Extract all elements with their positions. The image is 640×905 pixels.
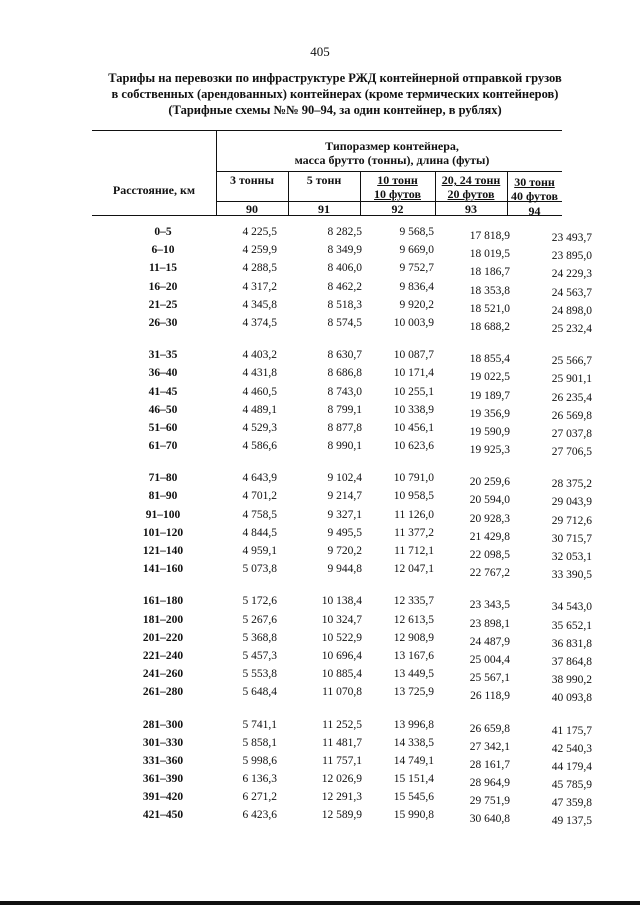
tariff-93-cell: 18 353,8 bbox=[469, 284, 510, 297]
tariff-91-cell: 9 720,2 bbox=[327, 545, 362, 557]
tariff-93-cell: 25 004,4 bbox=[469, 653, 510, 666]
tariff-91-cell: 9 327,1 bbox=[327, 508, 362, 521]
row-group bbox=[92, 349, 592, 459]
tariff-90-cell: 5 267,6 bbox=[242, 613, 277, 626]
tariff-93-cell: 20 259,6 bbox=[469, 476, 510, 489]
title-line-3: (Тарифные схемы №№ 90–94, за один контейнер, в рублях) bbox=[168, 103, 502, 117]
tariff-90-cell: 4 586,6 bbox=[242, 440, 277, 453]
tariff-93-cell: 28 161,7 bbox=[469, 758, 510, 771]
tariff-94-cell: 49 137,5 bbox=[551, 815, 592, 828]
distance-cell: 391–420 bbox=[142, 791, 184, 804]
tariff-93-cell: 29 751,9 bbox=[469, 795, 510, 808]
tariff-93-cell: 20 594,0 bbox=[469, 494, 510, 507]
distance-cell: 91–100 bbox=[145, 508, 181, 521]
tariff-91-cell: 10 696,4 bbox=[321, 649, 362, 662]
tariff-93-cell: 24 487,9 bbox=[469, 635, 510, 648]
tariff-92-cell: 12 335,7 bbox=[393, 595, 434, 608]
tariff-92-cell: 12 908,9 bbox=[393, 631, 434, 644]
tariff-94-cell: 32 053,1 bbox=[551, 551, 592, 563]
tariff-92-cell: 9 920,2 bbox=[399, 298, 434, 311]
tariff-94-cell: 23 493,7 bbox=[551, 232, 592, 244]
table-row bbox=[92, 316, 592, 335]
tariff-90-cell: 4 374,5 bbox=[242, 316, 277, 329]
tariff-94-cell: 27 037,8 bbox=[551, 427, 592, 440]
tariff-91-cell: 8 877,8 bbox=[327, 421, 362, 434]
tariff-90-cell: 4 288,5 bbox=[242, 262, 277, 275]
table-row bbox=[92, 736, 592, 755]
tariff-90-cell: 4 460,5 bbox=[242, 385, 277, 398]
tariff-91-cell: 11 252,5 bbox=[322, 718, 362, 731]
tariff-93-cell: 19 356,9 bbox=[469, 407, 510, 420]
distance-cell: 81–90 bbox=[148, 490, 178, 503]
size-span-line-1: Типоразмер контейнера, bbox=[325, 139, 459, 153]
tariff-93-cell: 18 019,5 bbox=[469, 248, 510, 261]
scheme-92: 92 bbox=[391, 202, 404, 216]
tariff-92-cell: 15 545,6 bbox=[393, 791, 434, 804]
col-91-line1: 5 тонн bbox=[306, 173, 342, 187]
col-90-line1: 3 тонны bbox=[230, 173, 274, 187]
tariff-93-cell: 25 567,1 bbox=[469, 672, 510, 685]
tariff-93-cell: 19 189,7 bbox=[469, 389, 510, 402]
table-row bbox=[92, 791, 592, 810]
tariff-94-cell: 25 901,1 bbox=[551, 373, 592, 386]
tariff-92-cell: 9 752,7 bbox=[399, 262, 434, 275]
tariff-92-cell: 9 568,5 bbox=[399, 226, 434, 238]
tariff-92-cell: 11 126,0 bbox=[394, 508, 434, 521]
col-header-90 bbox=[216, 173, 288, 187]
distance-cell: 101–120 bbox=[142, 526, 184, 539]
document-title bbox=[90, 70, 580, 118]
tariff-90-cell: 5 368,8 bbox=[242, 631, 277, 644]
table-row bbox=[92, 668, 592, 687]
tariff-94-cell: 40 093,8 bbox=[551, 692, 592, 705]
tariff-92-cell: 9 836,4 bbox=[399, 280, 434, 293]
distance-cell: 421–450 bbox=[142, 809, 184, 822]
table-header bbox=[92, 130, 562, 216]
table-row bbox=[92, 440, 592, 459]
tariff-93-cell: 18 688,2 bbox=[469, 320, 510, 333]
distance-cell: 161–180 bbox=[142, 595, 184, 608]
table-row bbox=[92, 385, 592, 404]
table-row bbox=[92, 349, 592, 368]
tariff-94-cell: 26 569,8 bbox=[551, 409, 592, 422]
col-header-91 bbox=[288, 173, 360, 187]
tariff-91-cell: 8 406,0 bbox=[327, 262, 362, 275]
tariff-91-cell: 11 070,8 bbox=[322, 686, 362, 699]
tariff-90-cell: 5 648,4 bbox=[242, 686, 277, 699]
tariff-93-cell: 18 186,7 bbox=[469, 266, 510, 279]
tariff-91-cell: 10 324,7 bbox=[321, 613, 362, 626]
distance-cell: 61–70 bbox=[148, 440, 178, 453]
tariff-90-cell: 5 172,6 bbox=[242, 595, 277, 608]
tariff-94-cell: 36 831,8 bbox=[551, 637, 592, 650]
tariff-92-cell: 10 456,1 bbox=[393, 421, 434, 434]
distance-cell: 71–80 bbox=[148, 472, 178, 485]
tariff-92-cell: 10 958,5 bbox=[393, 490, 434, 503]
tariff-94-cell: 24 229,3 bbox=[551, 268, 592, 281]
distance-cell: 6–10 bbox=[151, 244, 175, 257]
tariff-90-cell: 4 345,8 bbox=[242, 298, 277, 311]
size-span-header bbox=[222, 139, 562, 167]
col-94-line2: 40 футов bbox=[511, 189, 558, 203]
table-row bbox=[92, 545, 592, 563]
tariff-92-cell: 11 712,1 bbox=[394, 545, 434, 557]
tariff-90-cell: 5 741,1 bbox=[242, 718, 277, 731]
distance-cell: 26–30 bbox=[148, 316, 178, 329]
tariff-94-cell: 42 540,3 bbox=[551, 742, 592, 755]
tariff-94-cell: 24 898,0 bbox=[551, 304, 592, 317]
tariff-92-cell: 13 996,8 bbox=[393, 718, 434, 731]
tariff-94-cell: 37 864,8 bbox=[551, 655, 592, 668]
tariff-91-cell: 8 282,5 bbox=[327, 226, 362, 238]
tariff-94-cell: 28 375,2 bbox=[551, 478, 592, 491]
tariff-94-cell: 34 543,0 bbox=[551, 601, 592, 614]
tariff-91-cell: 8 743,0 bbox=[327, 385, 362, 398]
tariff-94-cell: 27 706,5 bbox=[551, 446, 592, 459]
table-row bbox=[92, 490, 592, 509]
tariff-91-cell: 9 495,5 bbox=[327, 526, 362, 539]
tariff-92-cell: 10 791,0 bbox=[393, 472, 434, 485]
table-row bbox=[92, 298, 592, 317]
tariff-94-cell: 41 175,7 bbox=[551, 724, 592, 737]
tariff-93-cell: 22 098,5 bbox=[469, 549, 510, 561]
tariff-91-cell: 8 518,3 bbox=[327, 298, 362, 311]
size-span-line-2: масса брутто (тонны), длина (футы) bbox=[294, 153, 490, 167]
tariff-90-cell: 4 225,5 bbox=[242, 226, 277, 238]
row-group bbox=[92, 595, 592, 705]
row-group bbox=[92, 718, 592, 828]
tariff-94-cell: 29 712,6 bbox=[551, 514, 592, 527]
distance-cell: 221–240 bbox=[142, 649, 184, 662]
table-row bbox=[92, 595, 592, 614]
distance-header: Расстояние, км bbox=[112, 183, 196, 197]
col-92-line2: 10 футов bbox=[374, 187, 421, 201]
distance-cell: 51–60 bbox=[148, 421, 178, 434]
tariff-94-cell: 45 785,9 bbox=[551, 779, 592, 792]
distance-cell: 361–390 bbox=[142, 773, 184, 786]
tariff-92-cell: 14 338,5 bbox=[393, 736, 434, 749]
table-row bbox=[92, 773, 592, 792]
tariff-93-cell: 19 925,3 bbox=[469, 444, 510, 457]
tariff-94-cell: 23 895,0 bbox=[551, 250, 592, 263]
tariff-90-cell: 5 858,1 bbox=[242, 736, 277, 749]
tariff-91-cell: 8 349,9 bbox=[327, 244, 362, 257]
tariff-91-cell: 8 799,1 bbox=[327, 403, 362, 416]
tariff-92-cell: 10 623,6 bbox=[393, 440, 434, 453]
tariff-90-cell: 4 489,1 bbox=[242, 403, 277, 416]
table-row bbox=[92, 472, 592, 491]
scheme-93: 93 bbox=[465, 202, 477, 216]
distance-cell: 181–200 bbox=[142, 613, 184, 626]
tariff-91-cell: 12 291,3 bbox=[321, 791, 362, 804]
col-header-94 bbox=[507, 175, 562, 203]
tariff-93-cell: 21 429,8 bbox=[469, 530, 510, 543]
col-header-93 bbox=[435, 173, 507, 201]
tariff-93-cell: 20 928,3 bbox=[469, 512, 510, 525]
row-group bbox=[92, 472, 592, 582]
tariff-90-cell: 4 317,2 bbox=[242, 280, 277, 293]
tariff-90-cell: 4 844,5 bbox=[242, 526, 277, 539]
table-row bbox=[92, 563, 592, 582]
col-header-92 bbox=[360, 173, 435, 201]
table-row bbox=[92, 367, 592, 386]
distance-cell: 0–5 bbox=[154, 226, 172, 238]
title-line-1: Тарифы на перевозки по инфраструктуре РЖД контейнерной отправкой грузов bbox=[108, 71, 562, 85]
tariff-90-cell: 6 423,6 bbox=[242, 809, 277, 822]
table-row bbox=[92, 613, 592, 632]
tariff-93-cell: 17 818,9 bbox=[469, 230, 510, 242]
tariff-91-cell: 10 885,4 bbox=[321, 668, 362, 681]
tariff-94-cell: 47 359,8 bbox=[551, 797, 592, 810]
col-93-line2: 20 футов bbox=[447, 187, 495, 201]
tariff-91-cell: 8 990,1 bbox=[327, 440, 362, 453]
scheme-90: 90 bbox=[246, 202, 258, 216]
tariff-90-cell: 4 259,9 bbox=[242, 244, 277, 257]
tariff-93-cell: 28 964,9 bbox=[469, 777, 510, 790]
table-row bbox=[92, 809, 592, 828]
row-group bbox=[92, 226, 592, 335]
tariff-94-cell: 26 235,4 bbox=[551, 391, 592, 404]
distance-cell: 46–50 bbox=[148, 403, 178, 416]
col-92-line1: 10 тонн bbox=[377, 173, 418, 187]
tariff-90-cell: 4 431,8 bbox=[242, 367, 277, 380]
tariff-90-cell: 6 271,2 bbox=[242, 791, 277, 804]
tariff-90-cell: 4 403,2 bbox=[242, 349, 277, 362]
table-row bbox=[92, 421, 592, 440]
tariff-92-cell: 13 449,5 bbox=[393, 668, 434, 681]
table-row bbox=[92, 649, 592, 668]
tariff-90-cell: 5 553,8 bbox=[242, 668, 277, 681]
distance-cell: 301–330 bbox=[142, 736, 184, 749]
tariff-91-cell: 8 630,7 bbox=[327, 349, 362, 362]
distance-cell: 121–140 bbox=[142, 545, 184, 557]
scheme-91: 91 bbox=[318, 202, 330, 216]
distance-cell: 331–360 bbox=[142, 754, 184, 767]
tariff-93-cell: 22 767,2 bbox=[469, 567, 510, 580]
tariff-92-cell: 9 669,0 bbox=[399, 244, 434, 257]
distance-cell: 36–40 bbox=[148, 367, 178, 380]
tariff-94-cell: 33 390,5 bbox=[551, 569, 592, 582]
table-row bbox=[92, 526, 592, 545]
tariff-92-cell: 15 151,4 bbox=[393, 773, 434, 786]
tariff-92-cell: 10 003,9 bbox=[393, 316, 434, 329]
table-row bbox=[92, 508, 592, 527]
tariff-90-cell: 4 959,1 bbox=[242, 545, 277, 557]
tariff-91-cell: 9 102,4 bbox=[327, 472, 362, 485]
table-row bbox=[92, 262, 592, 281]
table-row bbox=[92, 280, 592, 299]
distance-cell: 241–260 bbox=[142, 668, 184, 681]
tariff-91-cell: 8 574,5 bbox=[327, 316, 362, 329]
tariff-94-cell: 29 043,9 bbox=[551, 496, 592, 509]
tariff-90-cell: 5 457,3 bbox=[242, 649, 277, 662]
tariff-92-cell: 13 167,6 bbox=[393, 649, 434, 662]
distance-cell: 31–35 bbox=[148, 349, 178, 362]
tariff-91-cell: 12 589,9 bbox=[321, 809, 362, 822]
table-row bbox=[92, 686, 592, 705]
title-line-2: в собственных (арендованных) контейнерах (кроме термических контейнеров) bbox=[111, 87, 559, 101]
tariff-92-cell: 14 749,1 bbox=[393, 754, 434, 767]
tariff-92-cell: 11 377,2 bbox=[394, 526, 434, 539]
tariff-92-cell: 10 087,7 bbox=[393, 349, 434, 362]
distance-cell: 11–15 bbox=[148, 262, 178, 275]
tariff-92-cell: 12 047,1 bbox=[393, 563, 434, 576]
tariff-91-cell: 10 138,4 bbox=[321, 595, 362, 608]
tariff-93-cell: 23 343,5 bbox=[469, 599, 510, 612]
col-94-line1: 30 тонн bbox=[514, 175, 555, 189]
scheme-94: 94 bbox=[528, 204, 541, 218]
tariff-92-cell: 10 255,1 bbox=[393, 385, 434, 398]
tariff-92-cell: 12 613,5 bbox=[393, 613, 434, 626]
tariff-91-cell: 8 686,8 bbox=[327, 367, 362, 380]
tariff-91-cell: 9 944,8 bbox=[327, 563, 362, 576]
tariff-92-cell: 10 171,4 bbox=[393, 367, 434, 380]
table-row bbox=[92, 403, 592, 422]
distance-cell: 201–220 bbox=[142, 631, 184, 644]
tariff-92-cell: 15 990,8 bbox=[393, 809, 434, 822]
tariff-91-cell: 12 026,9 bbox=[321, 773, 362, 786]
tariff-table-body bbox=[92, 226, 592, 842]
table-row bbox=[92, 244, 592, 263]
tariff-90-cell: 4 701,2 bbox=[242, 490, 277, 503]
tariff-93-cell: 26 118,9 bbox=[470, 690, 510, 703]
tariff-93-cell: 26 659,8 bbox=[469, 722, 510, 735]
tariff-92-cell: 10 338,9 bbox=[393, 403, 434, 416]
tariff-94-cell: 25 232,4 bbox=[551, 322, 592, 335]
tariff-90-cell: 4 643,9 bbox=[242, 472, 277, 485]
tariff-91-cell: 11 481,7 bbox=[322, 736, 362, 749]
tariff-94-cell: 24 563,7 bbox=[551, 286, 592, 299]
page-number: 405 bbox=[310, 44, 330, 59]
tariff-93-cell: 18 855,4 bbox=[469, 353, 510, 366]
tariff-91-cell: 10 522,9 bbox=[321, 631, 362, 644]
tariff-92-cell: 13 725,9 bbox=[393, 686, 434, 699]
col-93-line1: 20, 24 тонн bbox=[441, 173, 501, 187]
tariff-93-cell: 18 521,0 bbox=[469, 302, 510, 315]
table-row bbox=[92, 631, 592, 650]
tariff-91-cell: 9 214,7 bbox=[327, 490, 362, 503]
tariff-94-cell: 30 715,7 bbox=[551, 532, 592, 545]
distance-cell: 141–160 bbox=[142, 563, 184, 576]
tariff-91-cell: 8 462,2 bbox=[327, 280, 362, 293]
tariff-90-cell: 4 529,3 bbox=[242, 421, 277, 434]
distance-cell: 41–45 bbox=[148, 385, 178, 398]
tariff-93-cell: 19 590,9 bbox=[469, 425, 510, 438]
tariff-94-cell: 38 990,2 bbox=[551, 674, 592, 687]
tariff-94-cell: 44 179,4 bbox=[551, 760, 592, 773]
tariff-94-cell: 25 566,7 bbox=[551, 355, 592, 368]
tariff-90-cell: 5 998,6 bbox=[242, 754, 277, 767]
tariff-90-cell: 4 758,5 bbox=[242, 508, 277, 521]
distance-cell: 16–20 bbox=[148, 280, 178, 293]
table-row bbox=[92, 226, 592, 244]
tariff-94-cell: 35 652,1 bbox=[551, 619, 592, 632]
table-row bbox=[92, 754, 592, 773]
tariff-93-cell: 19 022,5 bbox=[469, 371, 510, 384]
distance-cell: 21–25 bbox=[148, 298, 178, 311]
distance-cell: 281–300 bbox=[142, 718, 184, 731]
tariff-90-cell: 5 073,8 bbox=[242, 563, 277, 576]
tariff-90-cell: 6 136,3 bbox=[242, 773, 277, 786]
distance-cell: 261–280 bbox=[142, 686, 184, 699]
tariff-93-cell: 23 898,1 bbox=[469, 617, 510, 630]
table-row bbox=[92, 718, 592, 737]
bottom-edge bbox=[0, 901, 640, 905]
tariff-91-cell: 11 757,1 bbox=[322, 754, 362, 767]
tariff-93-cell: 30 640,8 bbox=[469, 813, 510, 826]
tariff-93-cell: 27 342,1 bbox=[469, 740, 510, 753]
